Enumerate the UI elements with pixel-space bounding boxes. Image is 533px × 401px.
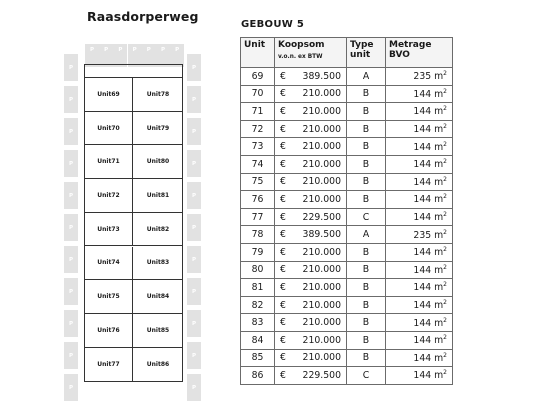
parking-space: P	[113, 44, 127, 67]
building-outline	[84, 64, 183, 382]
unit-label: Unit 81	[146, 191, 170, 199]
cell-type: C	[347, 208, 386, 226]
table-row	[241, 349, 453, 367]
parking-space: P	[187, 150, 201, 177]
cell-unit: 84	[241, 331, 275, 349]
cell-price	[275, 120, 347, 138]
parking-space: P	[64, 54, 78, 81]
parking-space: P	[64, 118, 78, 145]
table-row	[241, 226, 453, 244]
header-area: Metrage BVO	[386, 38, 453, 68]
price-amount: 389.500	[302, 229, 341, 241]
unit-label: Unit 84	[146, 293, 170, 301]
unit-row	[85, 348, 182, 382]
cell-area: 144 $m^2$	[386, 208, 453, 226]
cell-price	[275, 367, 347, 385]
cell-type: B	[347, 120, 386, 138]
cell-type: B	[347, 103, 386, 121]
table-row	[241, 208, 453, 226]
cell-unit: 86	[241, 367, 275, 385]
currency-symbol: €	[280, 299, 286, 311]
building-top-strip	[85, 65, 182, 78]
parking-space: P	[64, 310, 78, 337]
cell-unit: 70	[241, 85, 275, 103]
parking-space: P	[99, 44, 113, 67]
price-amount: 210.000	[302, 193, 341, 205]
cell-type: B	[347, 138, 386, 156]
price-amount: 210.000	[302, 158, 341, 170]
price-amount: 210.000	[302, 141, 341, 153]
currency-symbol: €	[280, 281, 286, 293]
cell-unit: 75	[241, 173, 275, 191]
unit-label: Unit 86	[146, 360, 170, 368]
parking-space: P	[187, 310, 201, 337]
currency-symbol: €	[280, 352, 286, 364]
currency-symbol: €	[280, 193, 286, 205]
unit-label: Unit 85	[146, 326, 170, 334]
currency-symbol: €	[280, 123, 286, 135]
table-row	[241, 68, 453, 86]
cell-price	[275, 296, 347, 314]
unit-label: Unit 71	[85, 145, 133, 178]
cell-unit: 83	[241, 314, 275, 332]
parking-space: P	[64, 246, 78, 273]
price-amount: 210.000	[302, 176, 341, 188]
currency-symbol: €	[280, 70, 286, 82]
unit-label: Unit 77	[85, 348, 133, 382]
unit-row	[85, 247, 182, 281]
header-price-sub: v.o.n. ex BTW	[278, 54, 323, 60]
plan-title: Raasdorperweg	[87, 9, 199, 24]
unit-row	[85, 179, 182, 213]
parking-space: P	[187, 246, 201, 273]
unit-label: Unit 78	[146, 90, 170, 98]
cell-type: B	[347, 314, 386, 332]
cell-price	[275, 331, 347, 349]
cell-type: B	[347, 85, 386, 103]
cell-area: 235 $m^2$	[386, 226, 453, 244]
price-amount: 389.500	[302, 70, 341, 82]
table-row	[241, 191, 453, 209]
currency-symbol: €	[280, 88, 286, 100]
cell-area: 144 $m^2$	[386, 349, 453, 367]
unit-label: Unit 76	[85, 314, 133, 347]
price-amount: 210.000	[302, 88, 341, 100]
cell-unit: 76	[241, 191, 275, 209]
cell-unit: 74	[241, 155, 275, 173]
unit-label: Unit 70	[85, 112, 133, 145]
cell-unit: 82	[241, 296, 275, 314]
cell-price	[275, 349, 347, 367]
cell-area: 235 $m^2$	[386, 68, 453, 86]
cell-type: B	[347, 331, 386, 349]
cell-type: B	[347, 155, 386, 173]
unit-label: Unit 79	[146, 124, 170, 132]
cell-unit: 85	[241, 349, 275, 367]
currency-symbol: €	[280, 317, 286, 329]
cell-unit: 78	[241, 226, 275, 244]
table-row	[241, 120, 453, 138]
parking-space: P	[187, 342, 201, 369]
parking-space: P	[170, 44, 184, 67]
unit-label: Unit 73	[85, 213, 133, 246]
unit-label: Unit 80	[146, 158, 170, 166]
currency-symbol: €	[280, 369, 286, 381]
table-row	[241, 103, 453, 121]
cell-type: A	[347, 226, 386, 244]
currency-symbol: €	[280, 334, 286, 346]
unit-row	[85, 314, 182, 348]
cell-area: 144 $m^2$	[386, 331, 453, 349]
cell-type: B	[347, 279, 386, 297]
parking-space: P	[128, 44, 142, 67]
cell-area: 144 $m^2$	[386, 296, 453, 314]
cell-unit: 72	[241, 120, 275, 138]
cell-type: B	[347, 261, 386, 279]
cell-unit: 71	[241, 103, 275, 121]
parking-space: P	[64, 86, 78, 113]
header-price-label: Koopsom	[278, 40, 325, 50]
table-header-row	[241, 38, 453, 68]
table-title: GEBOUW 5	[241, 19, 305, 30]
cell-type: B	[347, 349, 386, 367]
unit-row	[85, 78, 182, 112]
price-amount: 210.000	[302, 352, 341, 364]
price-amount: 210.000	[302, 281, 341, 293]
cell-unit: 73	[241, 138, 275, 156]
cell-area: 144 $m^2$	[386, 155, 453, 173]
price-amount: 210.000	[302, 334, 341, 346]
parking-space: P	[187, 182, 201, 209]
table-row	[241, 138, 453, 156]
currency-symbol: €	[280, 229, 286, 241]
parking-space: P	[187, 278, 201, 305]
price-amount: 210.000	[302, 317, 341, 329]
parking-space: P	[64, 374, 78, 401]
cell-price	[275, 208, 347, 226]
cell-area: 144 $m^2$	[386, 261, 453, 279]
cell-area: 144 $m^2$	[386, 191, 453, 209]
cell-unit: 69	[241, 68, 275, 86]
cell-price	[275, 243, 347, 261]
unit-label: Unit 74	[85, 247, 133, 280]
table-row	[241, 279, 453, 297]
unit-label: Unit 69	[85, 78, 133, 111]
cell-price	[275, 173, 347, 191]
unit-label: Unit 75	[85, 280, 133, 313]
header-price	[275, 38, 347, 68]
cell-area: 144 $m^2$	[386, 243, 453, 261]
cell-price	[275, 85, 347, 103]
cell-price	[275, 138, 347, 156]
cell-area: 144 $m^2$	[386, 85, 453, 103]
price-amount: 210.000	[302, 264, 341, 276]
cell-type: B	[347, 243, 386, 261]
cell-price	[275, 279, 347, 297]
cell-area: 144 $m^2$	[386, 103, 453, 121]
currency-symbol: €	[280, 176, 286, 188]
table-row	[241, 296, 453, 314]
price-amount: 210.000	[302, 299, 341, 311]
cell-price	[275, 68, 347, 86]
parking-space: P	[187, 214, 201, 241]
unit-row	[85, 280, 182, 314]
cell-price	[275, 155, 347, 173]
parking-space: P	[142, 44, 156, 67]
unit-label: Unit 72	[85, 179, 133, 212]
currency-symbol: €	[280, 264, 286, 276]
cell-area: 144 $m^2$	[386, 173, 453, 191]
cell-price	[275, 103, 347, 121]
cell-unit: 79	[241, 243, 275, 261]
cell-price	[275, 191, 347, 209]
unit-row	[85, 213, 182, 247]
currency-symbol: €	[280, 141, 286, 153]
site-plan	[64, 44, 201, 392]
parking-space: P	[64, 214, 78, 241]
unit-label: Unit 82	[146, 225, 170, 233]
cell-area: 144 $m^2$	[386, 279, 453, 297]
table-row	[241, 155, 453, 173]
table-row	[241, 331, 453, 349]
cell-area: 144 $m^2$	[386, 314, 453, 332]
cell-type: C	[347, 367, 386, 385]
cell-area: 144 $m^2$	[386, 138, 453, 156]
cell-price	[275, 261, 347, 279]
parking-space: P	[64, 342, 78, 369]
header-unit: Unit	[241, 38, 275, 68]
cell-price	[275, 314, 347, 332]
price-amount: 210.000	[302, 105, 341, 117]
cell-unit: 77	[241, 208, 275, 226]
cell-price	[275, 226, 347, 244]
table-row	[241, 367, 453, 385]
price-amount: 210.000	[302, 123, 341, 135]
parking-space: P	[156, 44, 170, 67]
cell-area: 144 $m^2$	[386, 120, 453, 138]
unit-row	[85, 112, 182, 146]
price-table	[240, 37, 453, 385]
cell-type: B	[347, 296, 386, 314]
unit-row	[85, 145, 182, 179]
table-row	[241, 173, 453, 191]
parking-space: P	[64, 182, 78, 209]
table-row	[241, 243, 453, 261]
parking-space: P	[85, 44, 99, 67]
cell-type: B	[347, 173, 386, 191]
price-amount: 229.500	[302, 211, 341, 223]
currency-symbol: €	[280, 246, 286, 258]
cell-unit: 80	[241, 261, 275, 279]
table-row	[241, 261, 453, 279]
currency-symbol: €	[280, 158, 286, 170]
table-row	[241, 314, 453, 332]
header-type: Type unit	[347, 38, 386, 68]
cell-area: 144 $m^2$	[386, 367, 453, 385]
parking-space: P	[187, 86, 201, 113]
parking-space: P	[187, 118, 201, 145]
parking-space: P	[187, 374, 201, 401]
parking-space: P	[64, 278, 78, 305]
price-amount: 229.500	[302, 369, 341, 381]
cell-type: A	[347, 68, 386, 86]
price-amount: 210.000	[302, 246, 341, 258]
unit-label: Unit 83	[146, 259, 170, 267]
parking-space: P	[187, 54, 201, 81]
cell-type: B	[347, 191, 386, 209]
cell-unit: 81	[241, 279, 275, 297]
table-row	[241, 85, 453, 103]
currency-symbol: €	[280, 105, 286, 117]
currency-symbol: €	[280, 211, 286, 223]
parking-space: P	[64, 150, 78, 177]
